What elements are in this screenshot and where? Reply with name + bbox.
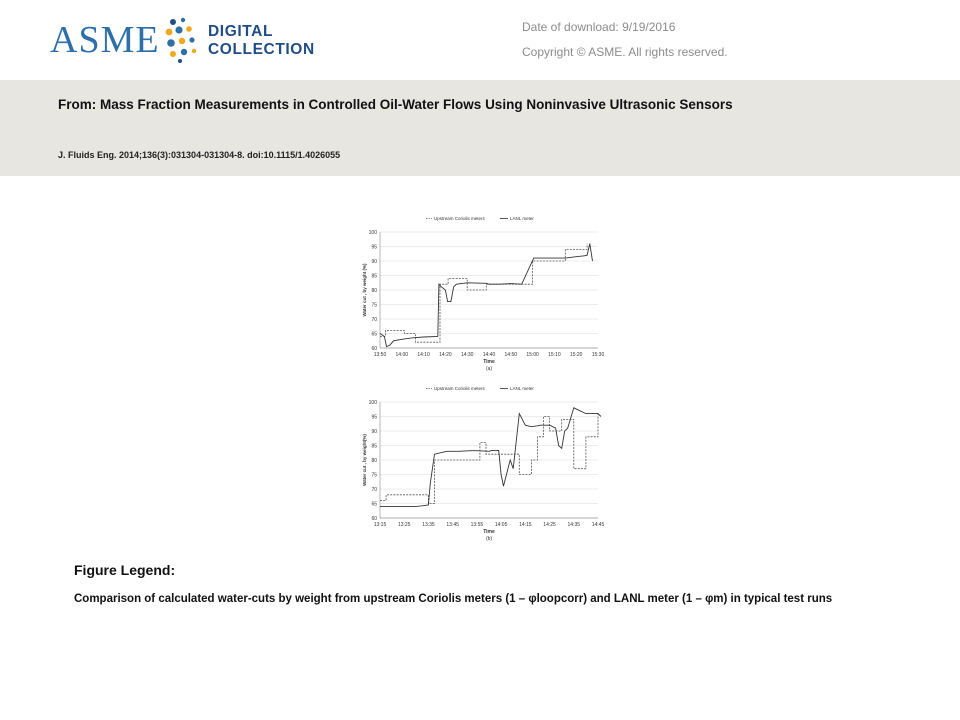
- x-axis-label: Time: [483, 359, 495, 365]
- series-lanl-line: [380, 408, 601, 507]
- x-tick-label: 15:20: [569, 352, 583, 358]
- x-tick-label: 14:05: [494, 522, 508, 528]
- x-tick-label: 13:35: [422, 522, 435, 528]
- article-citation: J. Fluids Eng. 2014;136(3):031304-031304-8. doi:10.1115/1.4026055: [58, 150, 341, 160]
- chart-panel-a: [358, 210, 604, 376]
- x-tick-label: 13:25: [397, 522, 411, 528]
- y-tick-label: 80: [371, 288, 377, 294]
- y-tick-label: 65: [371, 501, 377, 508]
- y-tick-label: 80: [371, 458, 377, 464]
- y-tick-label: 70: [371, 317, 377, 323]
- figure-legend-heading: Figure Legend:: [74, 562, 176, 578]
- legend-label-lanl: LANL meter: [510, 216, 534, 221]
- legend-label-lanl: LANL meter: [510, 386, 534, 391]
- y-tick-label: 85: [371, 273, 377, 280]
- series-lanl-line: [380, 244, 593, 347]
- figure-image: [358, 210, 604, 542]
- logo-digital-text: DIGITAL: [208, 23, 274, 40]
- x-tick-label: 13:45: [446, 522, 459, 528]
- x-tick-label: 15:00: [526, 352, 539, 358]
- logo-collection-text: COLLECTION: [208, 41, 315, 58]
- x-tick-label: 14:15: [519, 522, 532, 528]
- y-tick-label: 85: [371, 443, 377, 450]
- y-tick-label: 75: [371, 302, 377, 309]
- article-title: From: Mass Fraction Measurements in Controlled Oil-Water Flows Using Noninvasive Ultrasonic Sensors: [58, 97, 733, 112]
- legend-label-coriolis: Upstream Coriolis meters: [434, 386, 485, 391]
- download-date: Date of download: 9/19/2016: [522, 20, 676, 34]
- y-tick-label: 75: [371, 472, 377, 479]
- x-tick-label: 13:55: [470, 522, 484, 528]
- chart-a-svg: [358, 210, 604, 376]
- y-tick-label: 95: [371, 414, 377, 421]
- x-tick-label: 15:30: [591, 352, 604, 358]
- panel-label: (a): [485, 366, 493, 372]
- x-tick-label: 15:10: [548, 352, 561, 358]
- series-coriolis-line: [380, 414, 598, 504]
- chart-b-svg: [358, 380, 604, 546]
- x-tick-label: 13:50: [373, 352, 387, 358]
- y-axis-label: Water cut , by weight (%): [362, 263, 367, 317]
- page-header: [0, 0, 960, 80]
- y-tick-label: 95: [371, 244, 377, 251]
- x-tick-label: 14:35: [567, 522, 581, 528]
- copyright-notice: Copyright © ASME. All rights reserved.: [522, 45, 728, 59]
- x-tick-label: 14:45: [591, 522, 604, 528]
- y-tick-label: 65: [371, 331, 377, 338]
- panel-label: (b): [485, 536, 493, 542]
- y-tick-label: 100: [368, 400, 377, 406]
- figure-legend-text: Comparison of calculated water-cuts by weight from upstream Coriolis meters (1 – φloopcorr) and LANL meter (1 – φm) in typical test runs: [74, 593, 833, 605]
- legend-label-coriolis: Upstream Coriolis meters: [434, 216, 485, 221]
- article-info-band: [0, 80, 960, 176]
- x-tick-label: 14:25: [543, 522, 556, 528]
- y-tick-label: 70: [371, 487, 377, 493]
- y-tick-label: 60: [371, 516, 377, 522]
- x-tick-label: 14:10: [417, 352, 430, 358]
- x-tick-label: 14:00: [395, 352, 409, 358]
- x-tick-label: 14:50: [504, 352, 518, 358]
- x-axis-label: Time: [483, 529, 495, 535]
- y-tick-label: 60: [371, 346, 377, 352]
- x-tick-label: 14:40: [482, 352, 496, 358]
- x-tick-label: 13:15: [373, 522, 387, 528]
- y-tick-label: 100: [368, 230, 377, 236]
- logo-dots-icon: [163, 16, 203, 64]
- y-axis-label: Water cut , by weight(%): [362, 434, 367, 486]
- y-tick-label: 90: [371, 259, 377, 265]
- chart-panel-b: [358, 380, 604, 546]
- asme-digital-collection-logo[interactable]: [48, 6, 328, 68]
- x-tick-label: 14:20: [439, 352, 452, 358]
- logo-brand-text: ASME: [50, 19, 160, 61]
- y-tick-label: 90: [371, 429, 377, 435]
- x-tick-label: 14:30: [460, 352, 474, 358]
